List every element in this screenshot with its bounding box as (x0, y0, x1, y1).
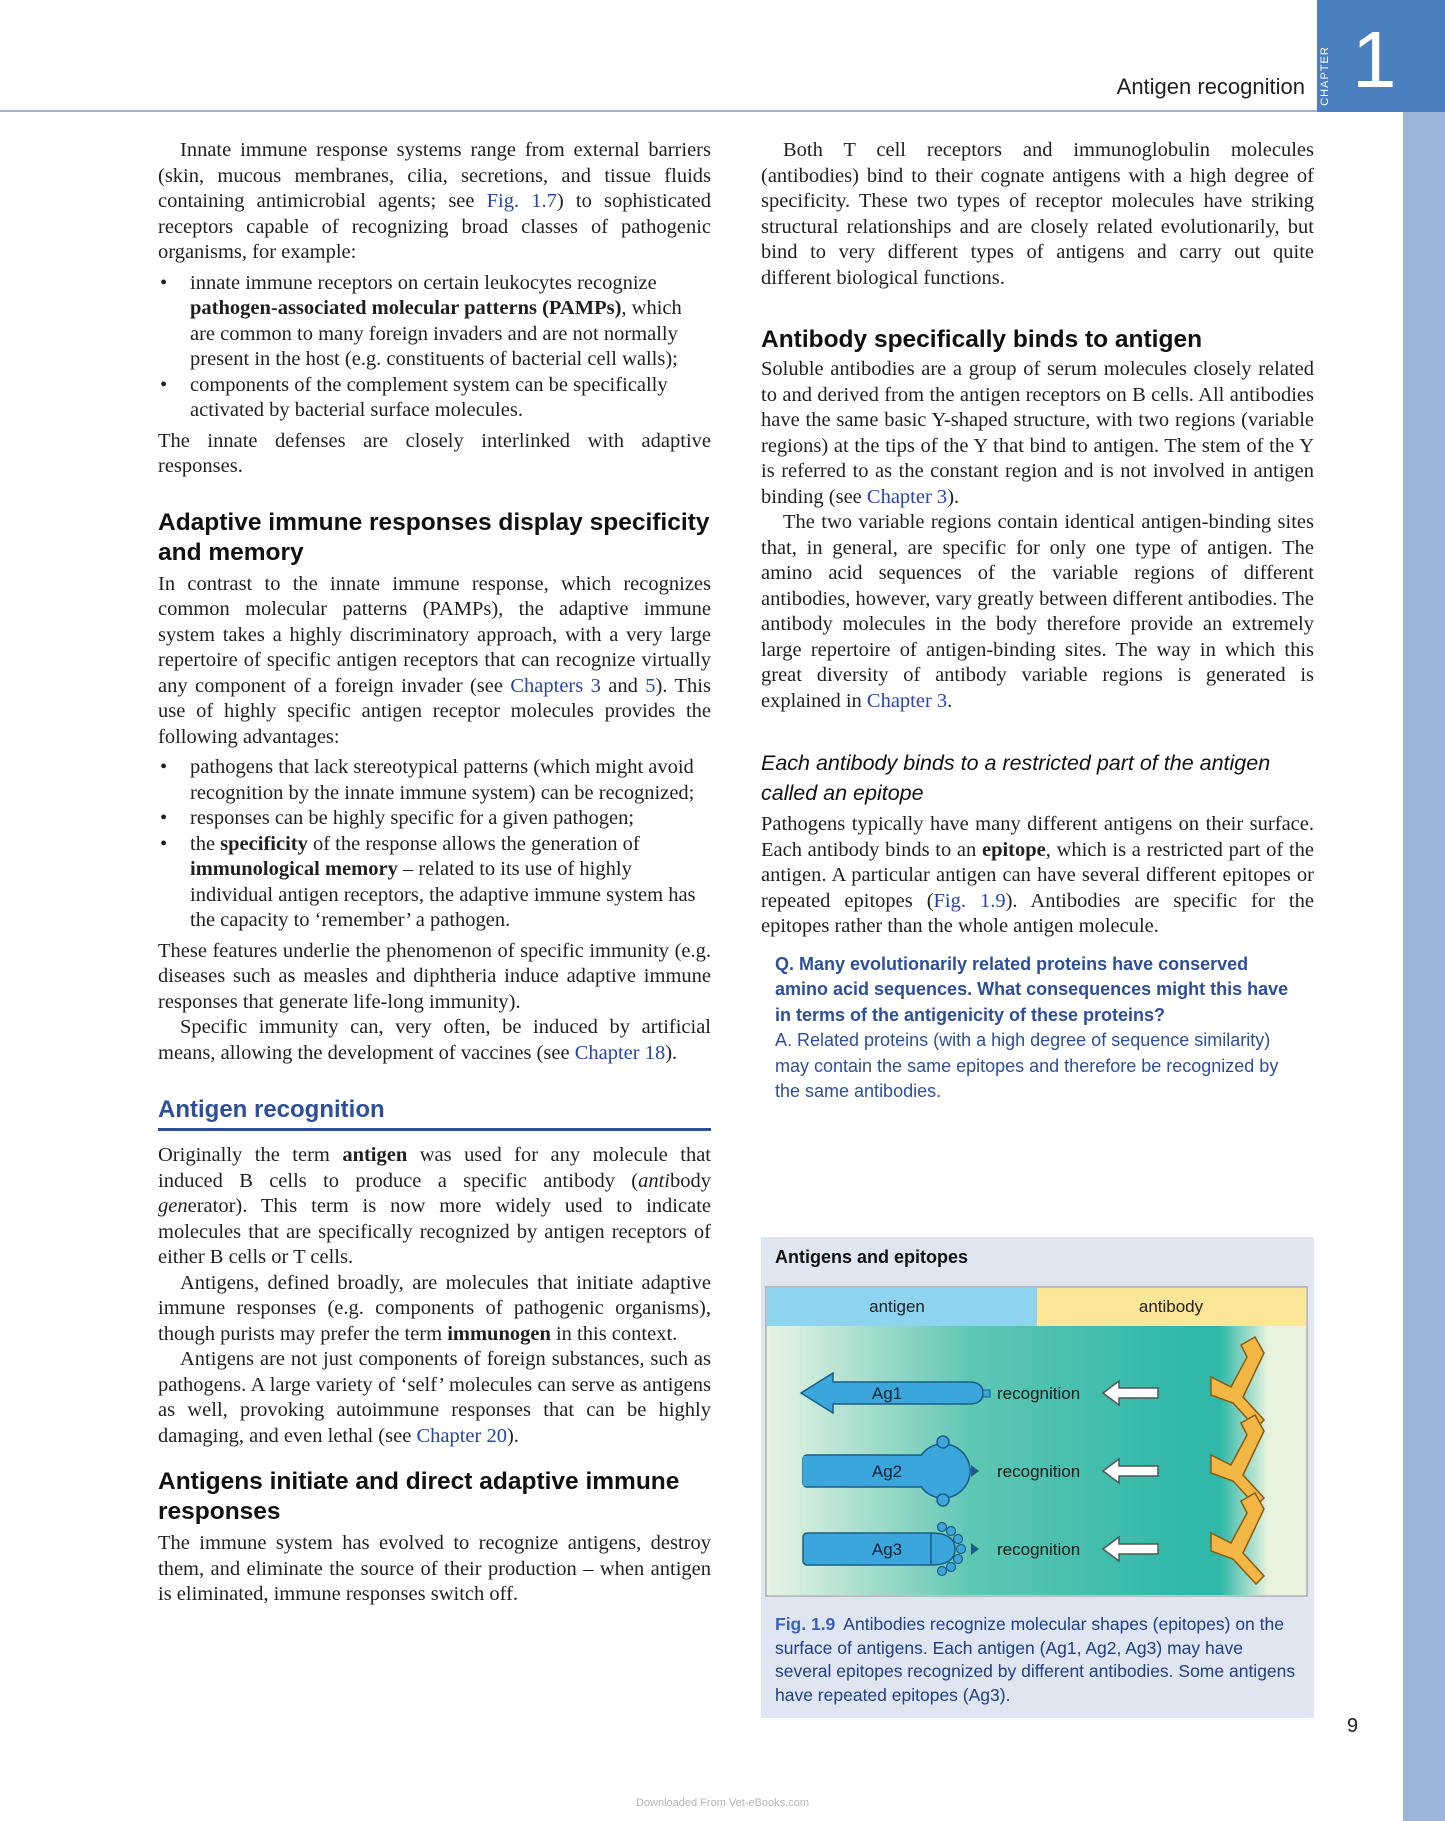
paragraph: Originally the term antigen was used for any molecule that induced B cells to produce a specific antibody (antibody generator). This term is now more widely used to indicate molecules that are specifically recognized by antigen receptors of either B cells or T cells. (158, 1144, 711, 1268)
section-title: Antigen recognition (158, 1096, 711, 1131)
footer-watermark: Downloaded From Vet-eBooks.com (635, 1797, 810, 1809)
paragraph: The two variable regions contain identical antigen-binding sites that, in general, are specific for only one type of antigen. The amino acid sequences of the variable regions of different antibodies, however, vary greatly between different antibodies. The antibody molecules in the body therefore provide an extremely large repertoire of antigen-binding sites. The way in which this great diversity of antibody variable regions is generated is explained in Chapter 3. (761, 511, 1314, 712)
page-side-band (1403, 112, 1445, 1821)
chapter-label: CHAPTER (1319, 46, 1331, 106)
paragraph: In contrast to the innate immune response, which recognizes common molecular patterns (PAMPs), the adaptive immune system takes a highly discriminatory approach, with a very large repertoire of specific antigen receptors that can recognize virtually any component of a foreign invader (see Chapters 3 and 5). This use of highly specific antigen receptor molecules provides the following advantages: (158, 572, 711, 748)
figure-caption: Fig. 1.9 Antibodies recognize molecular shapes (epitopes) on the surface of antigens. Each antigen (Ag1, Ag2, Ag3) may have several epitopes recognized by different antibodies. Some antigens have repeated epitopes (Ag3). (775, 1614, 1296, 1705)
chapter-link[interactable]: Chapter 18 (574, 1041, 666, 1064)
bullet-list (158, 755, 711, 934)
antigen-column-label: antigen (869, 1297, 925, 1316)
paragraph: These features underlie the phenomenon of specific immunity (e.g. diseases such as measles and diphtheria induce adaptive immune responses that generate life-long immunity). (158, 939, 711, 1013)
chapter-link[interactable]: Chapter 3 (866, 485, 948, 508)
chapter-link[interactable]: 5 (645, 674, 656, 697)
list-item: • innate immune receptors on certain leukocytes recognize pathogen-associated molecular patterns (PAMPs), which are common to many foreign invaders and are not normally present in the host (e.g. constituents of bacterial cell walls); (190, 271, 711, 373)
heading-antibody: Antibody specifically binds to antigen (761, 326, 1203, 353)
running-head: Antigen recognition (1116, 74, 1305, 99)
svg-text:Ag1: Ag1 (871, 1384, 903, 1403)
paragraph: The immune system has evolved to recognize antigens, destroy them, and eliminate the source of their production – when antigen is eliminated, immune responses switch off. (158, 1532, 711, 1605)
svg-text:Ag3: Ag3 (871, 1540, 903, 1559)
figure-title: Antigens and epitopes (775, 1247, 969, 1267)
question: Q. Many evolutionarily related proteins have conserved amino acid sequences. What consequences might this have in terms of the antigenicity of these proteins? (775, 953, 1289, 1025)
svg-text:Ag2: Ag2 (871, 1462, 903, 1481)
antibody-column-label: antibody (1138, 1297, 1204, 1316)
bullet-list (158, 271, 711, 424)
answer: A. Related proteins (with a high degree of sequence similarity) may contain the same epitopes and therefore be recognized by the same antibodies. (775, 1030, 1279, 1101)
question-answer-box (761, 952, 1314, 1105)
chapter-link[interactable]: Chapters 3 (510, 674, 601, 697)
heading-adaptive: Adaptive immune responses display specificity and memory (158, 508, 710, 566)
recognition-label: recognition (997, 1384, 1081, 1403)
paragraph: Pathogens typically have many different antigens on their surface. Each antibody binds to an epitope, which is a restricted part of the antigen. A particular antigen can have several different epitopes or repeated epitopes (Fig. 1.9). Antibodies are specific for the epitopes rather than the whole antigen molecule. (761, 813, 1314, 937)
right-column (761, 138, 1314, 1105)
paragraph: Specific immunity can, very often, be induced by artificial means, allowing the development of vaccines (see Chapter 18). (158, 1016, 711, 1064)
chapter-tab (1317, 0, 1445, 112)
paragraph: Soluble antibodies are a group of serum molecules closely related to and derived from the antigen receptors on B cells. All antibodies have the same basic Y-shaped structure, with two regions (variable regions) at the tips of the Y that bind to antigen. The stem of the Y is referred to as the constant region and is not involved in antigen binding (see Chapter 3). (761, 358, 1314, 508)
page-number: 9 (1347, 1715, 1359, 1737)
chapter-number: 1 (1352, 15, 1397, 104)
figure-link[interactable]: Fig. 1.9 (933, 889, 1006, 912)
list-item: • responses can be highly specific for a given pathogen; (190, 806, 711, 832)
paragraph: The innate defenses are closely interlinked with adaptive responses. (158, 429, 711, 477)
paragraph: Both T cell receptors and immunoglobulin molecules (antibodies) bind to their cognate antigens with a high degree of specificity. These two types of receptor molecules have striking structural relationships and are closely related evolutionarily, but bind to very different types of antigens and carry out quite different biological functions. (761, 139, 1314, 289)
paragraph: Antigens, defined broadly, are molecules that initiate adaptive immune responses (e.g. components of pathogenic organisms), though purists may prefer the term immunogen in this context. (158, 1271, 711, 1345)
recognition-label: recognition (997, 1462, 1081, 1481)
list-item: • components of the complement system can be specifically activated by bacterial surface molecules. (190, 373, 711, 424)
figure-1-9 (761, 1237, 1314, 1718)
list-item: • the specificity of the response allows the generation of immunological memory – related to its use of highly individual antigen receptors, the adaptive immune system has the capacity to ‘remember’ a pathogen. (190, 832, 711, 934)
chapter-link[interactable]: Chapter 20 (416, 1424, 507, 1447)
heading-epitope: Each antibody binds to a restricted part of the antigen called an epitope (761, 751, 1271, 805)
chapter-link[interactable]: Chapter 3 (866, 689, 948, 712)
list-item: • pathogens that lack stereotypical patterns (which might avoid recognition by the innate immune system) can be recognized; (190, 755, 711, 806)
heading-initiate: Antigens initiate and direct adaptive immune responses (158, 1468, 680, 1525)
recognition-label: recognition (997, 1540, 1081, 1559)
figure-link[interactable]: Fig. 1.7 (486, 190, 557, 212)
paragraph: Antigens are not just components of foreign substances, such as pathogens. A large variety of ‘self’ molecules can serve as antigens as well, provoking autoimmune responses that can be highly damaging, and even lethal (see Chapter 20). (158, 1348, 711, 1447)
paragraph: Innate immune response systems range from external barriers (skin, mucous membranes, cilia, secretions, and tissue fluids containing antimicrobial agents; see Fig. 1.7) to sophisticated receptors capable of recognizing broad classes of pathogenic organisms, for example: (158, 139, 711, 263)
left-column (158, 138, 711, 1608)
header-rule (0, 110, 1317, 112)
